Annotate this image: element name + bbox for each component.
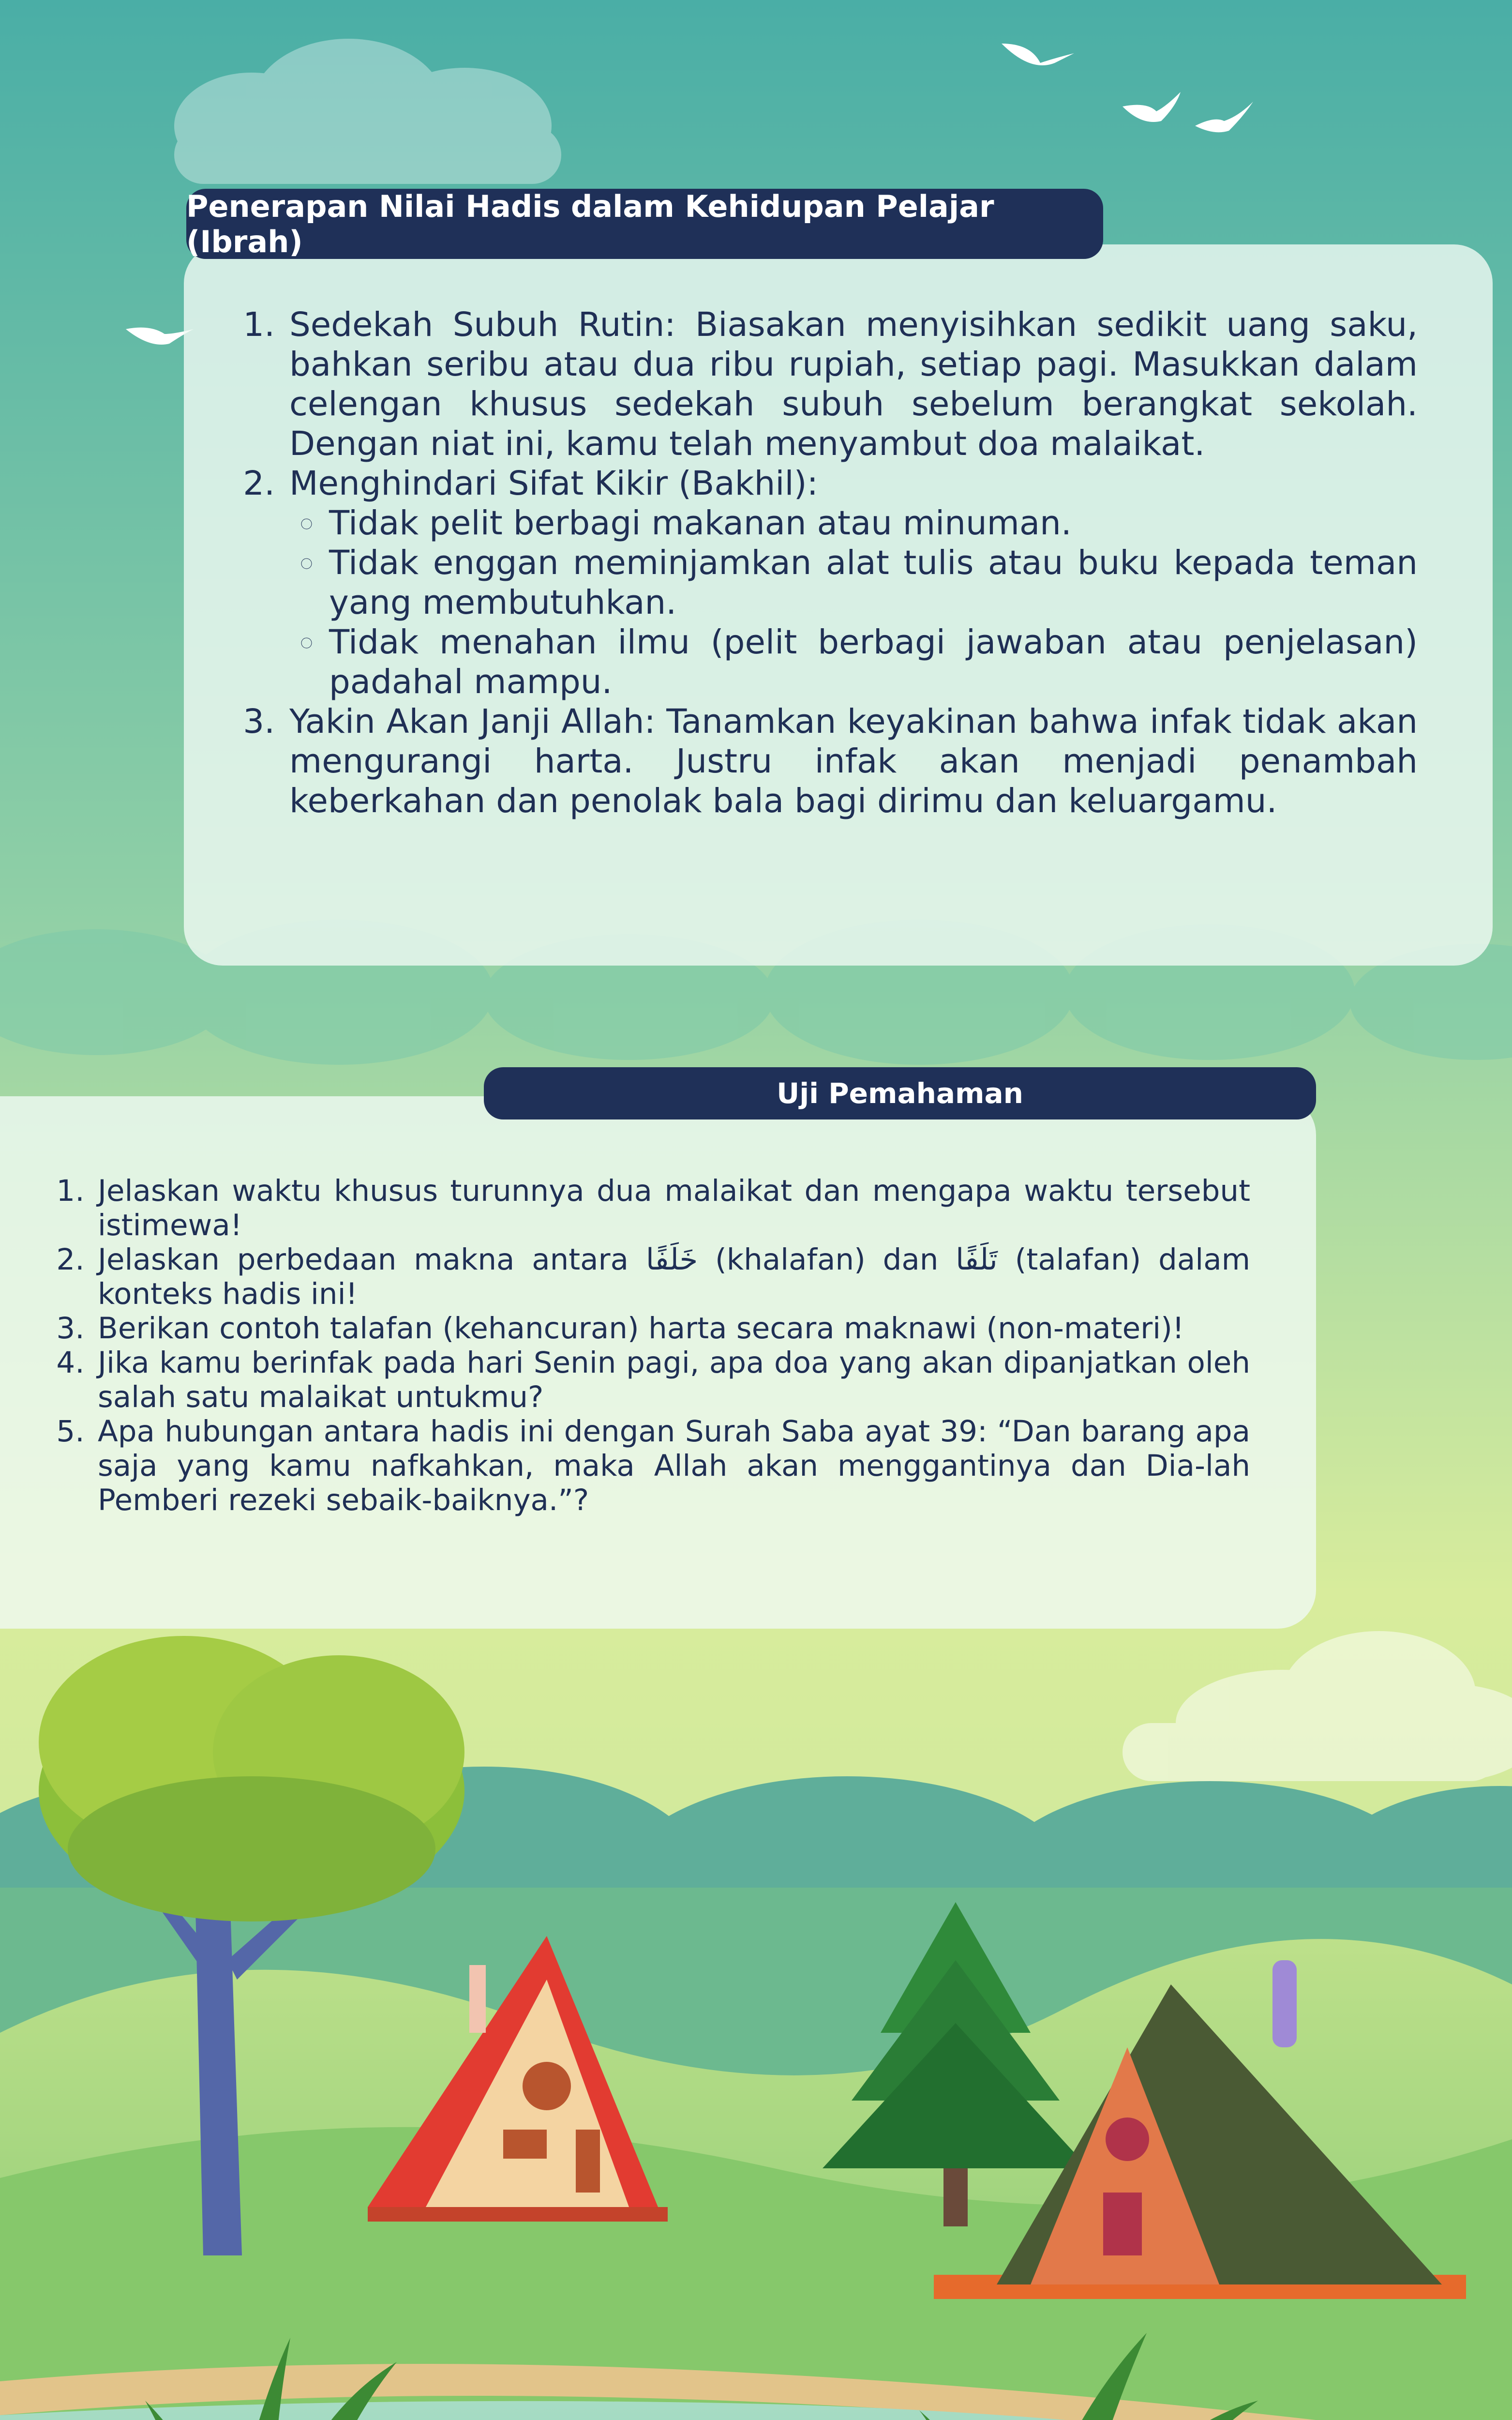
question-item: 2. Jelaskan perbedaan makna antara خَلَفًا (khalafan) dan تَلَفًا (talafan) dalam konteks hadis ini! (94, 1242, 1250, 1311)
sub-list-item: ◦ Tidak pelit berbagi makanan atau minuman. (325, 503, 1418, 543)
question-item: 3. Berikan contoh talafan (kehancuran) harta secara maknawi (non-materi)! (94, 1311, 1250, 1346)
arabic-word: تَلَفًا (956, 1242, 998, 1277)
ibrah-list (252, 305, 1418, 821)
quiz-list (60, 1174, 1250, 1517)
question-item: 4. Jika kamu berinfak pada hari Senin pagi, apa doa yang akan dipanjatkan oleh salah satu malaikat untukmu? (94, 1346, 1250, 1414)
ibrah-title: Penerapan Nilai Hadis dalam Kehidupan Pelajar (Ibrah) (186, 189, 1103, 259)
list-item: 3. Yakin Akan Janji Allah: Tanamkan keyakinan bahwa infak tidak akan mengurangi harta. Justru infak akan menjadi penambah keberkahan dan penolak bala bagi dirimu dan keluargamu. (285, 702, 1418, 821)
sub-list-item: ◦ Tidak enggan meminjamkan alat tulis atau buku kepada teman yang membutuhkan. (325, 543, 1418, 622)
sub-list-item: ◦ Tidak menahan ilmu (pelit berbagi jawaban atau penjelasan) padahal mampu. (325, 622, 1418, 702)
quiz-title: Uji Pemahaman (484, 1067, 1316, 1119)
arabic-word: خَلَفًا (645, 1242, 698, 1277)
list-item: 1. Sedekah Subuh Rutin: Biasakan menyisihkan sedikit uang saku, bahkan seribu atau dua ribu rupiah, setiap pagi. Masukkan dalam celengan khusus sedekah subuh sebelum berangkat sekolah. Dengan niat ini, kamu telah menyambut doa malaikat. (285, 305, 1418, 464)
question-item: 1. Jelaskan waktu khusus turunnya dua malaikat dan mengapa waktu tersebut istimewa! (94, 1174, 1250, 1242)
question-item: 5. Apa hubungan antara hadis ini dengan Surah Saba ayat 39: “Dan barang apa saja yang kamu nafkahkan, maka Allah akan menggantinya dan Dia-lah Pemberi rezeki sebaik-baiknya.”? (94, 1414, 1250, 1517)
list-item: 2. Menghindari Sifat Kikir (Bakhil): ◦ Tidak pelit berbagi makanan atau minuman. ◦ Tidak enggan meminjamkan alat tulis atau buku kepada teman yang membutuhkan. ◦ Tidak menahan ilmu (pelit berbagi jawaban atau penjelasan) padahal mampu. (285, 464, 1418, 702)
